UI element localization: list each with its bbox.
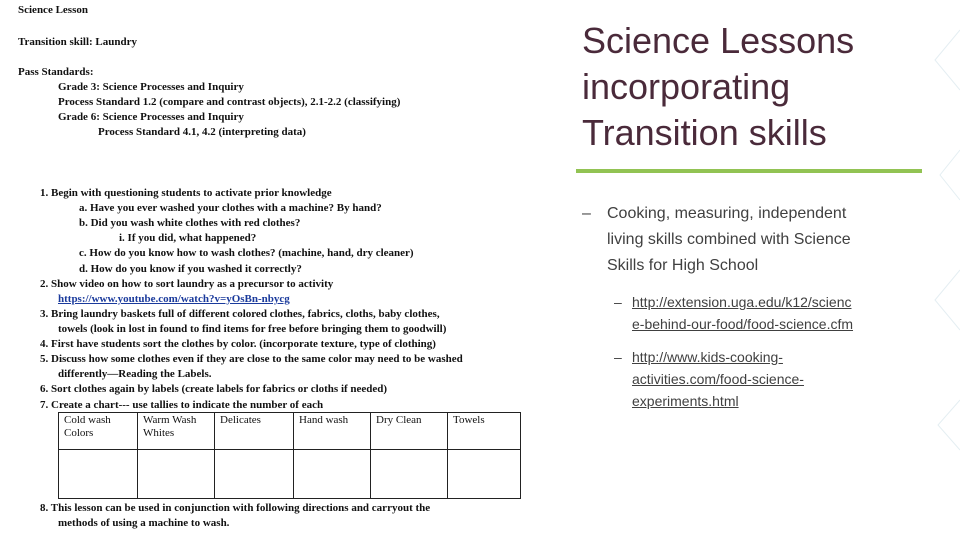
chart-tally-cell: [215, 450, 294, 499]
bullet-line: Skills for High School: [607, 257, 759, 274]
slide-title-line: Science Lessons: [582, 20, 855, 61]
slide-title-line: Transition skills: [582, 112, 827, 153]
chart-header-text: Towels: [453, 414, 485, 426]
main-bullet-text: [607, 201, 851, 279]
step-continuation: methods of using a machine to wash.: [58, 517, 230, 529]
pass-standards-label: Pass Standards:: [18, 66, 94, 78]
bullet-line: living skills combined with Science: [607, 231, 851, 248]
bullet-dash-icon: –: [582, 205, 591, 222]
chart-tally-cell: [448, 450, 521, 499]
link-line[interactable]: e-behind-our-food/food-science.cfm: [632, 316, 854, 332]
slide-title-line: incorporating: [582, 66, 791, 107]
slide-title: [582, 18, 854, 156]
chart-header-row: [59, 413, 521, 450]
step-item: 2. Show video on how to sort laundry as a precursor to activity: [40, 278, 334, 290]
chart-header-text: Dry Clean: [376, 414, 422, 426]
chart-header-cell: [448, 413, 521, 450]
chart-header-text: Hand wash: [299, 414, 349, 426]
step-subitem: b. Did you wash white clothes with red clothes?: [79, 217, 301, 229]
uga-link[interactable]: [632, 291, 853, 335]
doc-heading: Science Lesson: [18, 4, 88, 16]
link-line[interactable]: activities.com/food-science-: [632, 371, 804, 387]
kids-cooking-link[interactable]: [632, 346, 804, 412]
step-continuation: towels (look in lost in found to find items for free before bringing them to goodwill): [58, 323, 447, 335]
video-link[interactable]: https://www.youtube.com/watch?v=yOsBn-nbycg: [58, 293, 290, 305]
chart-header-text: Cold wash Colors: [64, 414, 111, 439]
standard-line: Grade 3: Science Processes and Inquiry: [58, 81, 244, 93]
bullet-line: Cooking, measuring, independent: [607, 205, 847, 222]
step-continuation: differently—Reading the Labels.: [58, 368, 212, 380]
step-item: 5. Discuss how some clothes even if they are close to the same color may need to be washed: [40, 353, 463, 365]
chart-tally-cell: [371, 450, 448, 499]
link-line[interactable]: experiments.html: [632, 393, 739, 409]
bullet-dash-icon: –: [614, 349, 622, 365]
step-subitem: a. Have you ever washed your clothes with a machine? By hand?: [79, 202, 382, 214]
step-subitem: i. If you did, what happened?: [119, 232, 257, 244]
title-underline-rule: [576, 169, 922, 173]
step-item: 3. Bring laundry baskets full of different colored clothes, fabrics, cloths, baby clothes,: [40, 308, 440, 320]
chart-header-cell: [138, 413, 215, 450]
chart-header-cell: [215, 413, 294, 450]
transition-skill: Transition skill: Laundry: [18, 36, 137, 48]
standard-line: Grade 6: Science Processes and Inquiry: [58, 111, 244, 123]
chart-header-text: Delicates: [220, 414, 261, 426]
chart-tally-cell: [294, 450, 371, 499]
step-item: 8. This lesson can be used in conjunction with following directions and carryout the: [40, 502, 431, 514]
standard-line: Process Standard 4.1, 4.2 (interpreting data): [98, 126, 306, 138]
step-subitem: c. How do you know how to wash clothes? (machine, hand, dry cleaner): [79, 247, 414, 259]
chart-tally-cell: [138, 450, 215, 499]
chart-tally-row: [59, 450, 521, 499]
tally-chart: [58, 412, 521, 499]
step-item: 1. Begin with questioning students to activate prior knowledge: [40, 187, 332, 199]
chart-header-cell: [294, 413, 371, 450]
standard-line: Process Standard 1.2 (compare and contrast objects), 2.1-2.2 (classifying): [58, 96, 401, 108]
chart-tally-cell: [59, 450, 138, 499]
step-subitem: d. How do you know if you washed it correctly?: [79, 263, 302, 275]
bullet-dash-icon: –: [614, 294, 622, 310]
chart-header-cell: [59, 413, 138, 450]
step-item: 7. Create a chart--- use tallies to indicate the number of each: [40, 399, 324, 411]
chart-header-cell: [371, 413, 448, 450]
step-item: 4. First have students sort the clothes by color. (incorporate texture, type of clothing): [40, 338, 436, 350]
link-line[interactable]: http://extension.uga.edu/k12/scienc: [632, 294, 852, 310]
link-line[interactable]: http://www.kids-cooking-: [632, 349, 783, 365]
chart-header-text: Warm Wash Whites: [143, 414, 197, 439]
step-item: 6. Sort clothes again by labels (create labels for fabrics or cloths if needed): [40, 383, 388, 395]
